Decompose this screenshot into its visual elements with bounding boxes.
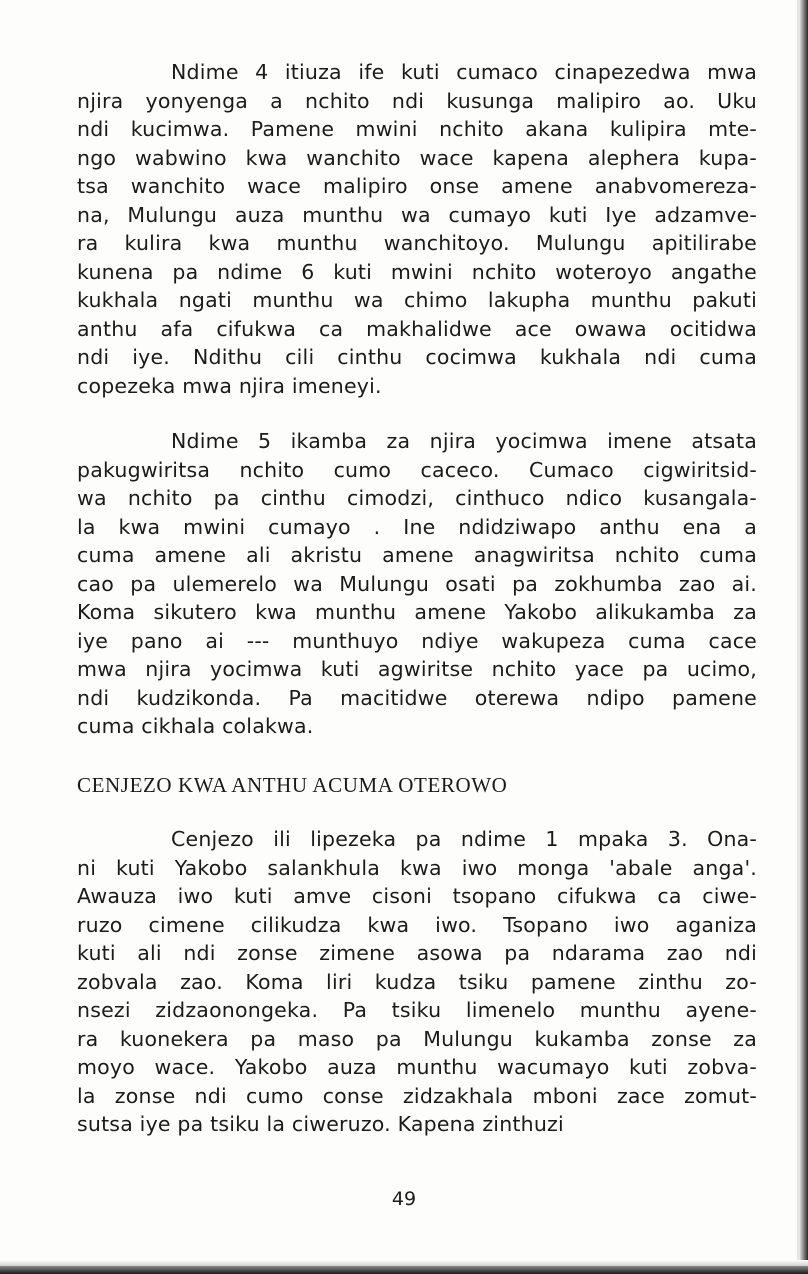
text-line: ndi kudzikonda. Pa macitidwe oterewa ndipo pamene [77,685,757,710]
text-line: ndi iye. Ndithu cili cinthu cocimwa kukhala ndi cuma [77,345,757,369]
text-line: cuma cikhala colakwa. [77,714,314,738]
text-line: kukhala ngati munthu wa chimo lakupha munthu pakuti [77,288,757,312]
text-line: Ndime 5 ikamba za njira yocimwa imene atsata [171,429,757,453]
text-line: zobvala zao. Koma liri kudza tsiku pamene zinthu zo- [77,969,757,994]
text-line: ra kuonekera pa maso pa Mulungu kukamba zonse za [77,1026,757,1051]
paragraph-3 [77,825,757,1139]
text-line: pakugwiritsa nchito cumo caceco. Cumaco cigwiritsid- [77,457,757,482]
text-line: njira yonyenga a nchito ndi kusunga malipiro ao. Uku [77,88,757,113]
text-line: Ndime 4 itiuza ife kuti cumaco cinapezedwa mwa [171,60,757,84]
text-line: iye pano ai --- munthuyo ndiye wakupeza cuma cace [77,628,757,653]
text-line: na, Mulungu auza munthu wa cumayo kuti Iye adzamve- [77,202,757,227]
text-line: ndi kucimwa. Pamene mwini nchito akana kulipira mte- [77,117,757,141]
text-line: wa nchito pa cinthu cimodzi, cinthuco ndico kusangala- [77,486,757,510]
text-line: la zonse ndi cumo conse zidzakhala mboni zace zomut- [77,1083,757,1108]
text-line: cao pa ulemerelo wa Mulungu osati pa zokhumba zao ai. [77,571,757,596]
text-line: copezeka mwa njira imeneyi. [77,373,382,398]
paragraph-2 [77,427,757,741]
text-line: la kwa mwini cumayo . Ine ndidziwapo anthu ena a [77,514,757,539]
text-line: mwa njira yocimwa kuti agwiritse nchito yace pa ucimo, [77,657,757,681]
text-line: Awauza iwo kuti amve cisoni tsopano cifukwa ca ciwe- [77,884,757,908]
text-line: tsa wanchito wace malipiro onse amene anabvomereza- [77,174,757,198]
text-line: kuti ali ndi zonse zimene asowa pa ndarama zao ndi [77,941,757,965]
text-line: cuma amene ali akristu amene anagwiritsa nchito cuma [77,543,757,567]
text-line: anthu afa cifukwa ca makhalidwe ace owawa ocitidwa [77,316,757,341]
text-line: nsezi zidzaonongeka. Pa tsiku limenelo munthu ayene- [77,998,757,1022]
scan-edge-bottom [0,1266,808,1274]
text-line: Cenjezo ili lipezeka pa ndime 1 mpaka 3. Ona- [171,827,757,851]
paragraph-1 [77,58,757,400]
text-line: kunena pa ndime 6 kuti mwini nchito woteroyo angathe [77,259,757,284]
text-line: ruzo cimene cilikudza kwa iwo. Tsopano iwo aganiza [77,912,757,937]
text-line: ngo wabwino kwa wanchito wace kapena alephera kupa- [77,145,757,170]
text-line: moyo wace. Yakobo auza munthu wacumayo kuti zobva- [77,1055,757,1079]
scan-edge-right [800,0,808,1274]
text-line: ni kuti Yakobo salankhula kwa iwo monga 'abale anga'. [77,855,757,880]
text-line: ra kulira kwa munthu wanchitoyo. Mulungu apitilirabe [77,231,757,255]
section-heading: CENJEZO KWA ANTHU ACUMA OTEROWO [77,773,508,797]
text-line: sutsa iye pa tsiku la ciweruzo. Kapena zinthuzi [77,1112,564,1136]
text-line: Koma sikutero kwa munthu amene Yakobo alikukamba za [77,600,757,624]
page-number: 49 [391,1188,417,1210]
